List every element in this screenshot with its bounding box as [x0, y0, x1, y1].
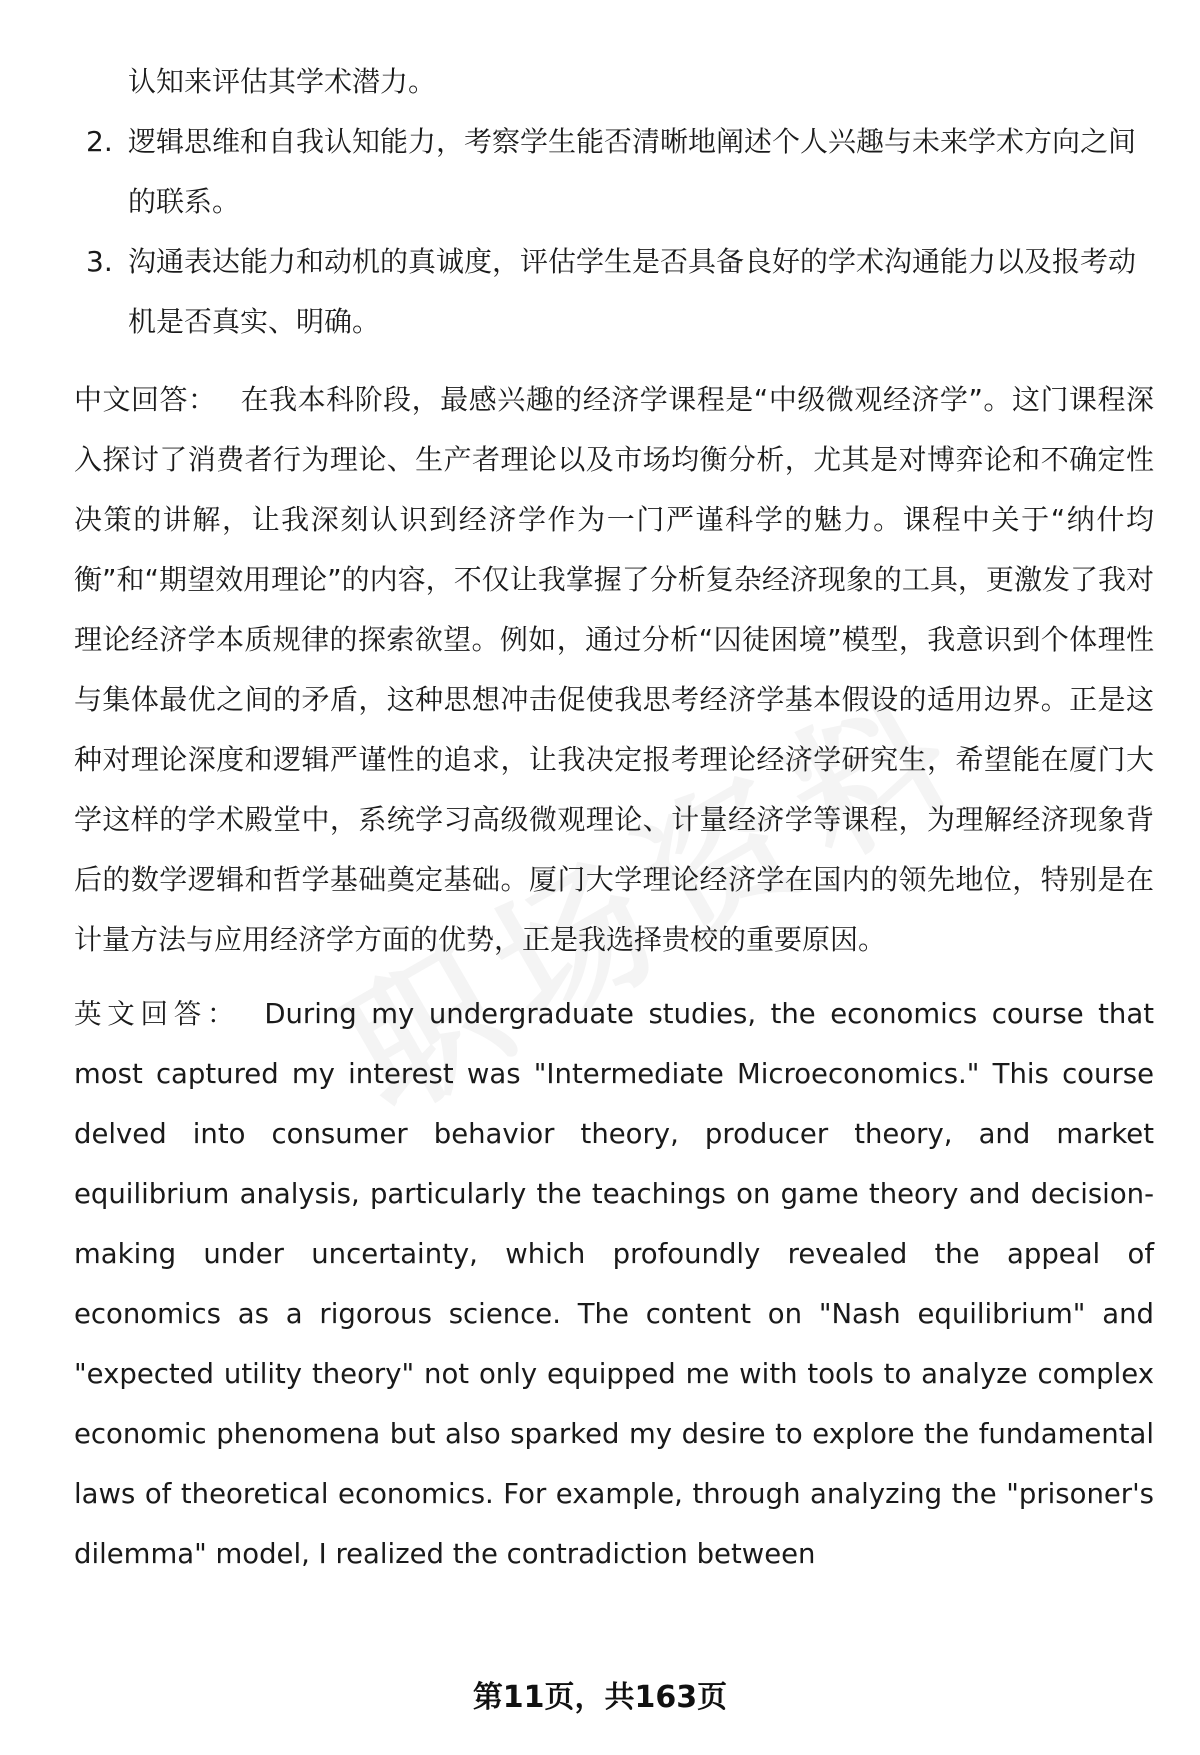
page-number: 第11页，共163页	[472, 1680, 728, 1715]
english-answer-label: 英文回答：	[74, 998, 241, 1030]
english-answer-text: During my undergraduate studies, the economics course that most captured my interest was "Intermediate Microeconomics." This course delved into consumer behavior theory, producer theory, and market equilibrium analysis, particularly the teachings on game theory and decision-making under uncertainty, which profoundly revealed the appeal of economics as a rigorous science. The content on "Nash equilibrium" and "expected utility theory" not only equipped me with tools to analyze complex economic phenomena but also sparked my desire to explore the fundamental laws of theoretical economics. For example, through analyzing the "prisoner's dilemma" model, I realized the contradiction between	[74, 998, 1154, 1570]
chinese-answer	[74, 370, 1154, 970]
list-item-number: 2.	[86, 125, 113, 158]
list-item-text: 沟通表达能力和动机的真诚度，评估学生是否具备良好的学术沟通能力以及报考动机是否真实、明确。	[128, 245, 1137, 338]
english-answer	[74, 984, 1154, 1584]
criteria-list	[74, 112, 1154, 352]
list-item	[74, 112, 1154, 232]
chinese-answer-label: 中文回答：	[74, 383, 217, 416]
list-item	[74, 232, 1154, 352]
list-item-text: 逻辑思维和自我认知能力，考察学生能否清晰地阐述个人兴趣与未来学术方向之间的联系。	[128, 125, 1137, 218]
list-item-continuation: 认知来评估其学术潜力。	[128, 65, 437, 98]
page-content	[74, 52, 1154, 1584]
list-item-number: 3.	[86, 245, 113, 278]
chinese-answer-text: 在我本科阶段，最感兴趣的经济学课程是“中级微观经济学”。这门课程深入探讨了消费者行为理论、生产者理论以及市场均衡分析，尤其是对博弈论和不确定性决策的讲解，让我深刻认识到经济学作为一门严谨科学的魅力。课程中关于“纳什均衡”和“期望效用理论”的内容，不仅让我掌握了分析复杂经济现象的工具，更激发了我对理论经济学本质规律的探索欲望。例如，通过分析“囚徒困境”模型，我意识到个体理性与集体最优之间的矛盾，这种思想冲击促使我思考经济学基本假设的适用边界。正是这种对理论深度和逻辑严谨性的追求，让我决定报考理论经济学研究生，希望能在厦门大学这样的学术殿堂中，系统学习高级微观理论、计量经济学等课程，为理解经济现象背后的数学逻辑和哲学基础奠定基础。厦门大学理论经济学在国内的领先地位，特别是在计量方法与应用经济学方面的优势，正是我选择贵校的重要原因。	[74, 383, 1154, 956]
